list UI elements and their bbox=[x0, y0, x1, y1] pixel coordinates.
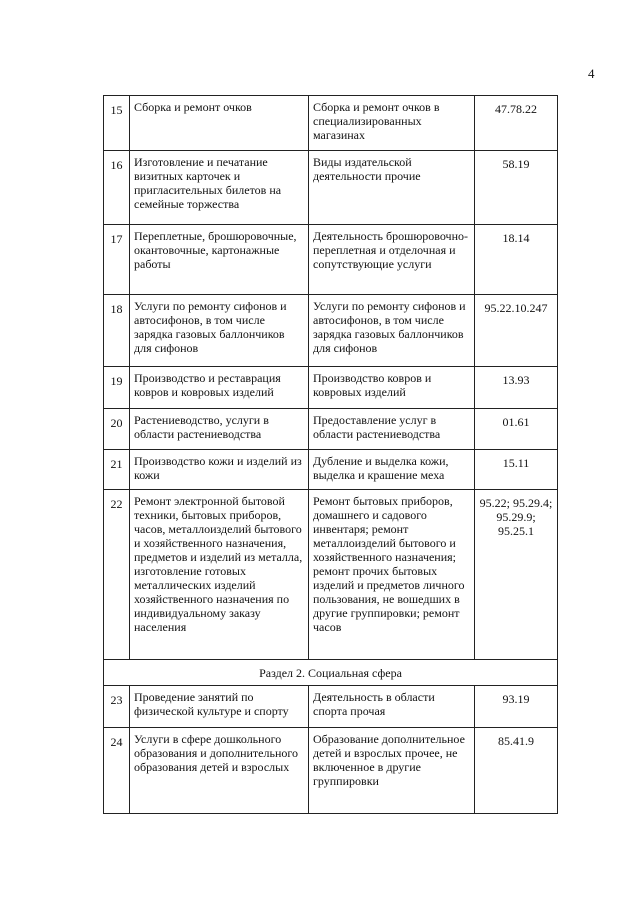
okved-name-cell: Дубление и выделка кожи, выделка и крашение меха bbox=[309, 450, 475, 490]
activity-cell: Проведение занятий по физической культуре и спорту bbox=[130, 686, 309, 728]
activity-cell: Ремонт электронной бытовой техники, бытовых приборов, часов, металлоизделий бытового и хозяйственного назначения, предметов и изделий из металла, изготовление готовых металлических изделий хозяйственного назначения по индивидуальному заказу населения bbox=[130, 490, 309, 660]
okved-table bbox=[103, 95, 558, 814]
okved-code-cell: 93.19 bbox=[475, 686, 558, 728]
table-row bbox=[104, 490, 558, 660]
table-row bbox=[104, 450, 558, 490]
table-row bbox=[104, 295, 558, 367]
activity-cell: Сборка и ремонт очков bbox=[130, 96, 309, 151]
row-number: 21 bbox=[104, 450, 130, 490]
okved-name-cell: Деятельность в области спорта прочая bbox=[309, 686, 475, 728]
section-row bbox=[104, 660, 558, 686]
row-number: 22 bbox=[104, 490, 130, 660]
okved-code-cell: 95.22; 95.29.4; 95.29.9; 95.25.1 bbox=[475, 490, 558, 660]
row-number: 23 bbox=[104, 686, 130, 728]
row-number: 17 bbox=[104, 225, 130, 295]
table-row bbox=[104, 96, 558, 151]
okved-code-cell: 58.19 bbox=[475, 151, 558, 225]
okved-code-cell: 13.93 bbox=[475, 367, 558, 409]
row-number: 18 bbox=[104, 295, 130, 367]
row-number: 19 bbox=[104, 367, 130, 409]
okved-code-cell: 47.78.22 bbox=[475, 96, 558, 151]
table-row bbox=[104, 686, 558, 728]
okved-name-cell: Ремонт бытовых приборов, домашнего и садового инвентаря; ремонт металлоизделий бытового и хозяйственного назначения; ремонт прочих бытовых изделий и предметов личного пользования, не вошедших в другие группировки; ремонт часов bbox=[309, 490, 475, 660]
table-row bbox=[104, 151, 558, 225]
okved-name-cell: Деятельность брошюровочно-переплетная и отделочная и сопутствующие услуги bbox=[309, 225, 475, 295]
table-row bbox=[104, 367, 558, 409]
okved-code-cell: 18.14 bbox=[475, 225, 558, 295]
okved-name-cell: Образование дополнительное детей и взрослых прочее, не включенное в другие группировки bbox=[309, 728, 475, 814]
table-row bbox=[104, 225, 558, 295]
activity-cell: Растениеводство, услуги в области растениеводства bbox=[130, 409, 309, 450]
activity-cell: Переплетные, брошюровочные, окантовочные, картонажные работы bbox=[130, 225, 309, 295]
okved-code-cell: 01.61 bbox=[475, 409, 558, 450]
okved-code-cell: 85.41.9 bbox=[475, 728, 558, 814]
okved-name-cell: Предоставление услуг в области растениеводства bbox=[309, 409, 475, 450]
table-row bbox=[104, 728, 558, 814]
row-number: 24 bbox=[104, 728, 130, 814]
page-number: 4 bbox=[588, 66, 595, 81]
row-number: 16 bbox=[104, 151, 130, 225]
okved-name-cell: Услуги по ремонту сифонов и автосифонов, в том числе зарядка газовых баллончиков для сифонов bbox=[309, 295, 475, 367]
okved-code-cell: 95.22.10.247 bbox=[475, 295, 558, 367]
row-number: 20 bbox=[104, 409, 130, 450]
table-row bbox=[104, 409, 558, 450]
okved-name-cell: Виды издательской деятельности прочие bbox=[309, 151, 475, 225]
okved-code-cell: 15.11 bbox=[475, 450, 558, 490]
okved-name-cell: Производство ковров и ковровых изделий bbox=[309, 367, 475, 409]
okved-name-cell: Сборка и ремонт очков в специализированных магазинах bbox=[309, 96, 475, 151]
activity-cell: Изготовление и печатание визитных карточек и пригласительных билетов на семейные торжества bbox=[130, 151, 309, 225]
activity-cell: Услуги в сфере дошкольного образования и дополнительного образования детей и взрослых bbox=[130, 728, 309, 814]
activity-cell: Услуги по ремонту сифонов и автосифонов, в том числе зарядка газовых баллончиков для сифонов bbox=[130, 295, 309, 367]
activity-cell: Производство кожи и изделий из кожи bbox=[130, 450, 309, 490]
section-title: Раздел 2. Социальная сфера bbox=[104, 660, 558, 686]
row-number: 15 bbox=[104, 96, 130, 151]
activity-cell: Производство и реставрация ковров и ковровых изделий bbox=[130, 367, 309, 409]
